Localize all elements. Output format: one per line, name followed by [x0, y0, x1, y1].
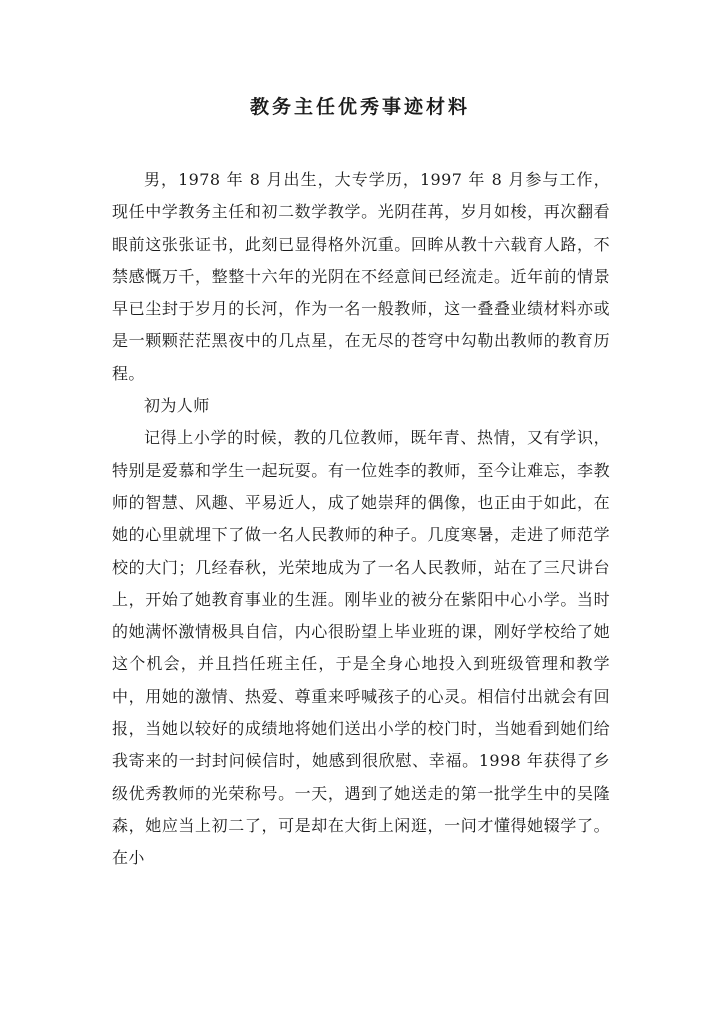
- intro-paragraph: 男，1978 年 8 月出生，大专学历，1997 年 8 月参与工作，现任中学教务主任和初二数学教学。光阴荏苒，岁月如梭，再次翻看眼前这张张证书，此刻已显得格外沉重。回眸从教十六载育人路，不禁感慨万千，整整十六年的光阴在不经意间已经流走。近年前的情景早已尘封于岁月的长河，作为一名一般教师，这一叠叠业绩材料亦或是一颗颗茫茫黑夜中的几点星，在无尽的苍穹中勾勒出教师的教育历程。: [112, 170, 610, 383]
- section-heading: 初为人师: [144, 396, 210, 416]
- document-body: [112, 164, 610, 875]
- document-title: 教务主任优秀事迹材料: [249, 96, 470, 118]
- section-paragraph: 记得上小学的时候，教的几位教师，既年青、热情，又有学识，特别是爱慕和学生一起玩耍。有一位姓李的教师，至今让难忘，李教师的智慧、风趣、平易近人，成了她崇拜的偶像，也正由于如此，在她的心里就埋下了做一名人民教师的种子。几度寒暑，走进了师范学校的大门；几经春秋，光荣地成为了一名人民教师，站在了三尺讲台上，开始了她教育事业的生涯。刚毕业的被分在紫阳中心小学。当时的她满怀激情极具自信，内心很盼望上毕业班的课，刚好学校给了她这个机会，并且挡任班主任，于是全身心地投入到班级管理和教学中，用她的激情、热爱、尊重来呼喊孩子的心灵。相信付出就会有回报，当她以较好的成绩地将她们送出小学的校门时，当她看到她们给我寄来的一封封问候信时，她感到很欣慰、幸福。1998 年获得了乡级优秀教师的光荣称号。一天，遇到了她送走的第一批学生中的吴隆森，她应当上初二了，可是却在大街上闲逛，一问才懂得她辍学了。在小: [112, 428, 610, 868]
